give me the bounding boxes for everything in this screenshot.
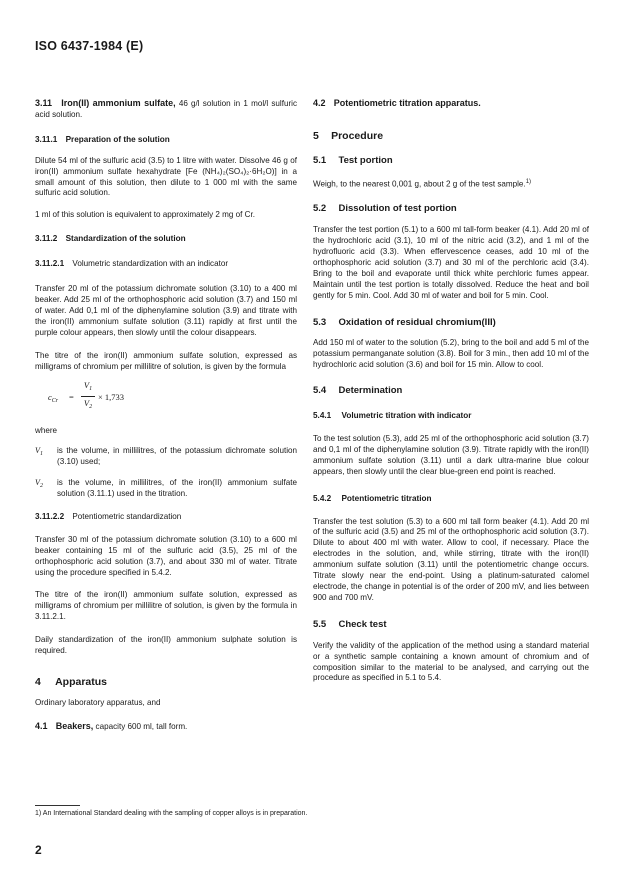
- heading-5-1: [313, 156, 589, 167]
- paragraph: The titre of the iron(II) ammonium sulfate solution, expressed as milligrams of chromium per millilitre of solution, is given by the formula: [35, 350, 297, 371]
- paragraph: Transfer the test solution (5.3) to a 600 ml tall form beaker (4.1). Add 20 ml of the sulfuric acid (3.5) and 25 ml of the orthophosphoric acid solution (3.7). Dilute to about 400 ml with water. Allow to cool, if necessary. Place the electrodes in the solution, and, while stirring, titrate with the iron(II) ammonium sulfate solution (3.11) until the potentiometric change occurs. Titrate slowly near the end-point. Using a platinum-saturated calomel electrode, the change in potential is of the order of 200 mV, and lies between 900 and 700 mV.: [313, 516, 589, 602]
- heading-3-11-1: [35, 135, 297, 146]
- section-title: Oxidation of residual chromium(III): [338, 316, 496, 328]
- section-number: 3.11.2.2: [35, 511, 65, 521]
- section-title: Procedure: [331, 129, 384, 142]
- section-number: 4.2: [313, 98, 326, 108]
- document-header: ISO 6437-1984 (E): [35, 39, 144, 53]
- paragraph: 1 ml of this solution is equivalent to approximately 2 mg of Cr.: [35, 210, 255, 220]
- section-4-1: [35, 721, 297, 733]
- section-title: Volumetric titration with indicator: [341, 411, 472, 421]
- paragraph: Dilute 54 ml of the sulfuric acid (3.5) to 1 litre with water. Dissolve 46 g of iron(II) ammonium sulfate hexahydrate [Fe (NH₄)₂(SO₄)₂·6H₂O)] in a small amount of this solution, then dilute to 1 000 ml with the same sulfuric acid solution.: [35, 155, 297, 198]
- heading-5-2: [313, 204, 589, 215]
- paragraph: Transfer 20 ml of the potassium dichromate solution (3.10) to a 400 ml beaker. Add 25 ml of the orthophosphoric acid solution (3.7) and 150 ml of water. Add 0,1 ml of the diphenylamine solution (3.9) and titrate with the iron(II) ammonium sulfate solution (3.11) rapidly at first until the purple colour appears, then slowly until the colour disappears.: [35, 284, 297, 337]
- definition-v2: [35, 478, 297, 500]
- paragraph: To the test solution (5.3), add 25 ml of the orthophosphoric acid solution (3.7) and 0,1 ml of the diphenylamine solution (3.9). Titrate rapidly with the iron(II) ammonium sulfate solution (3.11) until a dark ultra-marine blue colour appears, then slowly until the clear blue-green end point is reached.: [313, 434, 589, 476]
- section-number: 3.11.2.1: [35, 259, 65, 269]
- fraction-numerator: $V_1$: [83, 380, 93, 393]
- heading-5-4: [313, 386, 589, 397]
- paragraph: Transfer 30 ml of the potassium dichromate solution (3.10) to a 600 ml beaker containing 15 ml of the sulfuric acid (3.5), 25 ml of the orthophosphoric acid solution (3.7), and about 330 ml of water. Titrate using the procedure specified in 5.4.2.: [35, 534, 297, 577]
- paragraph: Weigh, to the nearest 0,001 g, about 2 g of the test sample.$^{1)}$: [313, 178, 532, 189]
- heading-4: [35, 677, 297, 689]
- section-title: Test portion: [338, 154, 393, 166]
- left-column: [35, 98, 297, 733]
- formula-factor: × 1,733: [98, 392, 125, 403]
- section-number: 5.4.1: [313, 411, 332, 421]
- section-title: Dissolution of test portion: [338, 203, 457, 215]
- heading-5-4-1: [313, 411, 589, 422]
- section-title: Determination: [338, 385, 403, 397]
- paragraph: Transfer the test portion (5.1) to a 600 ml tall-form beaker (4.1). Add 20 ml of the hydrochloric acid (3.1), 10 ml of the nitric acid (3.2), and 1 ml of the hydrofluoric acid (3.3). When effervescence ceases, add 10 ml of the orthophosphoric acid solution (3.7) and 30 ml of the perchloric acid (3.4). Bring to the boil and evaporate until thick white perchloric fumes appear. Maintain until the test portion is totally dissolved. Reduce the heat and boil gently for 5 min. Cool. Add 30 ml of water and boil for 5 min. Cool.: [313, 225, 589, 300]
- heading-3-11-2: [35, 234, 297, 245]
- section-number: 5.4: [313, 385, 327, 397]
- heading-5-4-2: [313, 494, 589, 505]
- section-number: 5: [313, 129, 319, 142]
- section-number: 5.1: [313, 154, 327, 166]
- paragraph: Verify the validity of the application of the method using a standard material or a synthetic sample containing a known amount of chromium and of composition similar to the material to be analysed, and carrying out the procedure as specified in 5.1 to 5.4.: [313, 640, 589, 683]
- section-title: Apparatus: [55, 676, 108, 688]
- heading-5-5: [313, 620, 589, 631]
- section-number: 3.11.2: [35, 234, 58, 244]
- section-number: 3.11.1: [35, 134, 58, 144]
- definition-symbol: $V_2$: [35, 478, 43, 490]
- section-number: 3.11: [35, 98, 53, 108]
- heading-5-3: [313, 318, 589, 329]
- definition-text: is the volume, in millilitres, of the potassium dichromate solution (3.10) used;: [57, 446, 297, 467]
- page-number: 2: [35, 843, 42, 857]
- section-3-11: [35, 98, 297, 121]
- footnote-ref: 1): [525, 178, 532, 185]
- section-number: 4: [35, 676, 41, 688]
- section-4-2: [313, 98, 589, 110]
- paragraph: Ordinary laboratory apparatus, and: [35, 697, 161, 707]
- footnote: 1) An International Standard dealing with the sampling of copper alloys is in preparation.: [35, 810, 308, 817]
- paragraph: The titre of the iron(II) ammonium sulfate solution, expressed as milligrams of chromium per millilitre of solution, is given by the formula in 3.11.2.1.: [35, 590, 297, 622]
- section-title: Potentiometric titration apparatus.: [333, 98, 481, 108]
- section-title: Volumetric standardization with an indicator: [72, 259, 229, 269]
- titre-formula: [35, 378, 297, 418]
- fraction-bar: [81, 396, 95, 397]
- fraction-denominator: $V_2$: [83, 398, 93, 411]
- formula-equals: =: [69, 392, 74, 403]
- section-number: 4.1: [35, 720, 48, 731]
- section-number: 5.2: [313, 203, 327, 215]
- section-number: 5.5: [313, 618, 327, 630]
- heading-3-11-2-2: [35, 512, 297, 523]
- section-text: 46 g/l solution in 1 mol/l sulfuric acid solution.: [35, 99, 297, 119]
- formula-lhs: $c_{Cr}$: [48, 392, 59, 405]
- heading-5: [313, 131, 589, 143]
- definition-symbol: $V_1$: [35, 446, 43, 458]
- section-number: 5.4.2: [313, 493, 332, 503]
- section-title: Standardization of the solution: [65, 234, 186, 244]
- section-title: Potentiometric titration: [341, 493, 432, 503]
- section-title: Beakers,: [55, 720, 94, 731]
- section-title: Iron(II) ammonium sulfate,: [61, 98, 176, 108]
- formula-fraction: [81, 380, 95, 413]
- heading-3-11-2-1: [35, 259, 297, 270]
- definition-v1: [35, 446, 297, 468]
- section-title: Check test: [338, 618, 387, 630]
- section-text: capacity 600 ml, tall form.: [93, 721, 188, 731]
- where-label: where: [35, 426, 58, 436]
- paragraph: Add 150 ml of water to the solution (5.2), bring to the boil and add 5 ml of the potassium permanganate solution (3.8). Boil for 3 min., then add 10 ml of the hydrochloric acid solution (3.6) and boil for 15 min. Allow to cool.: [313, 338, 589, 370]
- definition-text: is the volume, in millilitres, of the iron(II) ammonium sulfate solution (3.11.1) used in the titration.: [57, 478, 297, 499]
- section-title: Preparation of the solution: [65, 134, 170, 144]
- section-title: Potentiometric standardization: [72, 511, 182, 521]
- paragraph: Daily standardization of the iron(II) ammonium sulphate solution is required.: [35, 635, 297, 656]
- section-number: 5.3: [313, 316, 327, 328]
- footnote-divider: [35, 805, 80, 806]
- right-column: [313, 98, 589, 684]
